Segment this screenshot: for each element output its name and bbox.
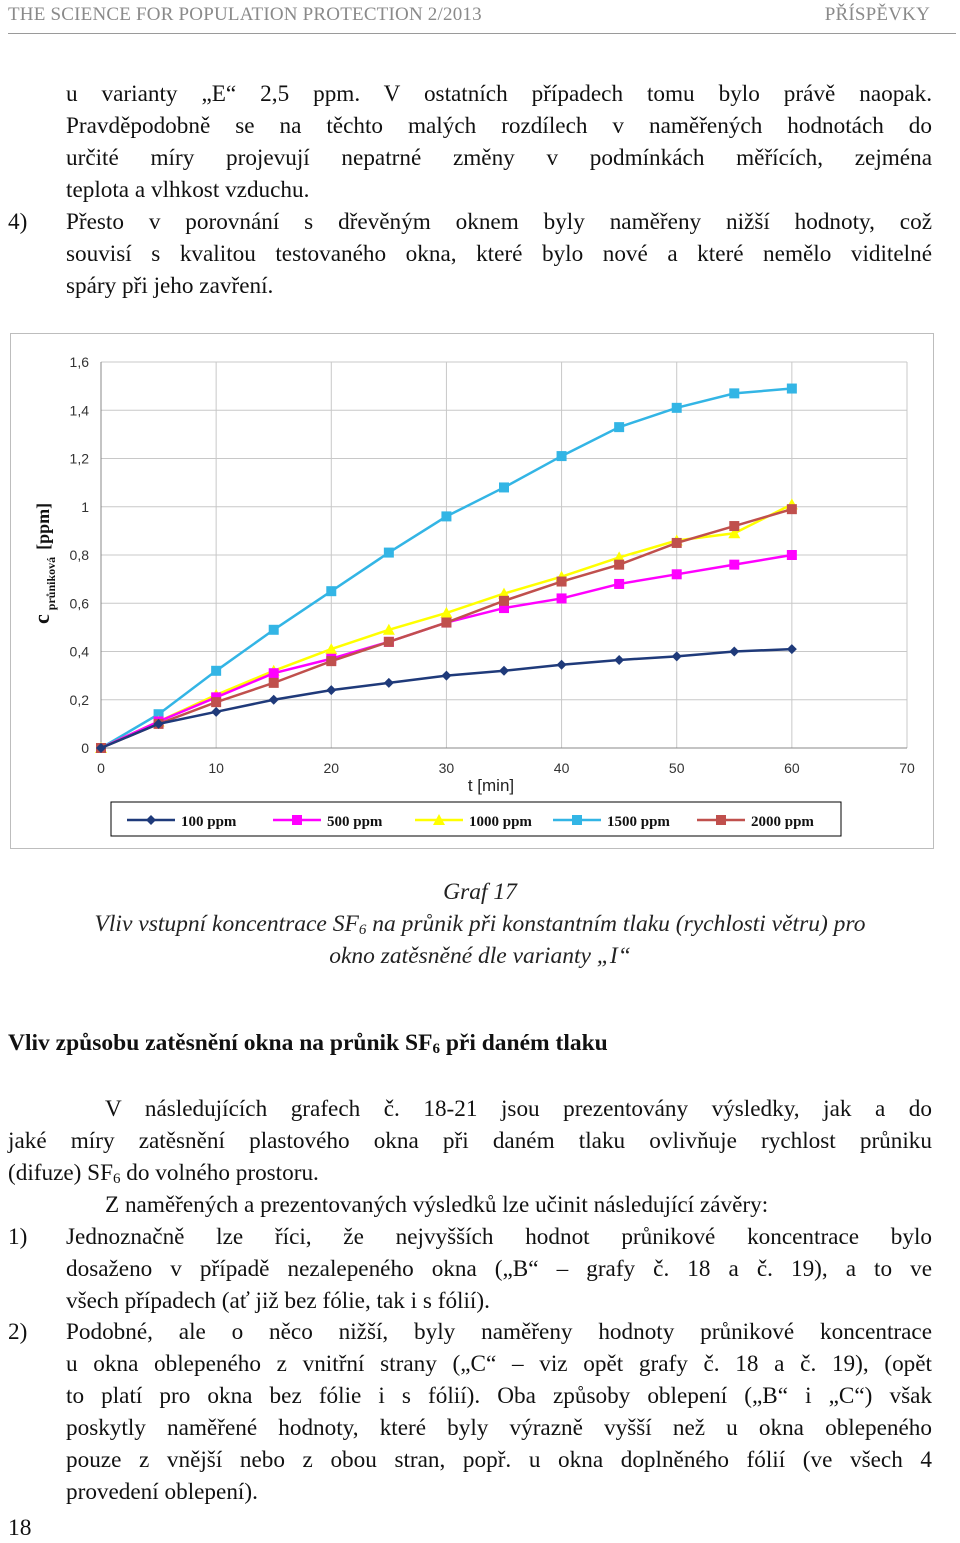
- text-line: u varianty „E“ 2,5 ppm. V ostatních případech tomu bylo právě naopak.: [66, 81, 932, 107]
- body-paragraph-1: [8, 1093, 932, 1221]
- y-tick-label: 0,4: [69, 643, 89, 660]
- data-point-diamond: [211, 707, 221, 717]
- text-line: souvisí s kvalitou testovaného okna, které bylo nové a které nemělo viditelné: [66, 241, 932, 267]
- data-point-square: [614, 422, 624, 432]
- text-line: poskytly naměřené hodnoty, které byly výrazně vyšší než u okna oblepeného: [66, 1415, 932, 1441]
- text-line: Z naměřených a prezentovaných výsledků lze učinit následující závěry:: [105, 1192, 769, 1218]
- data-point-diamond: [729, 647, 739, 657]
- text-line: pouze z vnější nebo z obou stran, popř. u okna doplněného fólií (ve všech 4: [66, 1447, 932, 1473]
- running-header: [8, 4, 930, 30]
- data-point-square: [729, 521, 739, 531]
- data-point-square: [269, 625, 279, 635]
- text-line: všech případech (ať již bez fólie, tak i s fólií).: [66, 1288, 490, 1314]
- section-label: PŘÍSPĚVKY: [824, 4, 930, 25]
- list-number: 1): [8, 1224, 28, 1250]
- list-number: 4): [8, 209, 28, 235]
- figure-caption-line2: okno zatěsněné dle varianty „I“: [329, 943, 631, 969]
- text-line: Pravděpodobně se na těchto malých rozdílech v naměřených hodnotách do: [66, 113, 932, 139]
- data-point-square: [211, 666, 221, 676]
- text-span: do volného prostoru.: [120, 1160, 319, 1186]
- data-point-square: [572, 815, 582, 825]
- legend-label: 500 ppm: [327, 814, 383, 830]
- list-item-1: [66, 1221, 932, 1317]
- data-point-diamond: [557, 660, 567, 670]
- data-point-square: [557, 451, 567, 461]
- data-point-square: [441, 618, 451, 628]
- data-point-square: [326, 586, 336, 596]
- legend-label: 2000 ppm: [751, 814, 814, 830]
- x-axis-label: t [min]: [467, 776, 515, 795]
- data-point-diamond: [614, 655, 624, 665]
- text-subscript: 6: [112, 1171, 121, 1187]
- text-line: jaké míry zatěsnění plastového okna při daném tlaku ovlivňuje rychlost průniku: [8, 1128, 932, 1154]
- text-span: (difuze) SF: [8, 1160, 113, 1186]
- data-point-square: [499, 482, 509, 492]
- x-tick-label: 60: [784, 760, 800, 776]
- y-tick-label: 0,2: [69, 691, 89, 708]
- data-point-square: [292, 815, 302, 825]
- y-axis-label-unit: [ppm]: [33, 502, 53, 550]
- data-point-square: [672, 538, 682, 548]
- y-tick-label: 0,8: [69, 547, 89, 563]
- data-point-square: [384, 637, 394, 647]
- caption-text: Vliv vstupní koncentrace SF: [94, 911, 359, 937]
- data-point-square: [614, 579, 624, 589]
- y-axis-label: [29, 503, 59, 624]
- y-tick-label: 0,6: [69, 595, 89, 612]
- data-point-diamond: [787, 644, 797, 654]
- journal-title: THE SCIENCE FOR POPULATION PROTECTION 2/2013: [8, 4, 482, 25]
- data-point-square: [269, 678, 279, 688]
- list-number: 2): [8, 1319, 28, 1345]
- figure-label: Graf 17: [443, 879, 517, 905]
- data-point-diamond: [499, 666, 509, 676]
- x-tick-label: 20: [323, 760, 340, 776]
- data-point-diamond: [326, 685, 336, 695]
- text-line: dosaženo v případě nezalepeného okna („B“ – grafy č. 18 a č. 19), a to ve: [66, 1256, 932, 1282]
- data-point-square: [729, 388, 739, 398]
- page-number: 18: [8, 1515, 32, 1541]
- data-point-diamond: [384, 678, 394, 688]
- chart-frame: [10, 333, 934, 849]
- section-heading: [8, 1030, 608, 1057]
- data-point-square: [729, 560, 739, 570]
- x-tick-label: 10: [208, 760, 224, 776]
- text-line: Přesto v porovnání s dřevěným oknem byly naměřeny nižší hodnoty, což: [66, 209, 932, 235]
- data-point-diamond: [269, 695, 279, 705]
- text-line: teplota a vlhkost vzduchu.: [66, 177, 310, 203]
- y-tick-label: 1,6: [69, 354, 89, 370]
- text-line: Jednoznačně lze říci, že nejvyšších hodnot průnikové koncentrace bylo: [66, 1224, 932, 1250]
- data-point-square: [269, 668, 279, 678]
- legend-label: 1000 ppm: [469, 814, 532, 830]
- x-tick-label: 0: [97, 760, 105, 776]
- legend-label: 1500 ppm: [607, 814, 670, 830]
- data-point-square: [672, 403, 682, 413]
- data-point-square: [499, 596, 509, 606]
- data-point-square: [672, 569, 682, 579]
- legend-label: 100 ppm: [181, 814, 237, 830]
- y-tick-label: 1,4: [69, 402, 89, 419]
- data-point-square: [211, 697, 221, 707]
- y-tick-label: 0: [81, 740, 89, 756]
- list-item-2: [66, 1316, 932, 1508]
- data-point-square: [716, 815, 726, 825]
- line-chart: [11, 334, 933, 848]
- data-point-square: [557, 593, 567, 603]
- text-line: provedení oblepení).: [66, 1479, 258, 1505]
- text-line: spáry při jeho zavření.: [66, 273, 274, 299]
- text-line: V následujících grafech č. 18-21 jsou prezentovány výsledky, jak a do: [105, 1096, 932, 1122]
- x-tick-label: 50: [668, 760, 685, 776]
- text-line: [8, 1157, 932, 1189]
- data-point-square: [384, 548, 394, 558]
- data-point-square: [787, 550, 797, 560]
- list-item-4: [66, 206, 932, 302]
- data-point-square: [787, 504, 797, 514]
- x-tick-label: 70: [899, 760, 915, 776]
- text-line: Podobné, ale o něco nižší, byly naměřeny hodnoty průnikové koncentrace: [66, 1319, 932, 1345]
- chart-legend: [111, 802, 841, 836]
- caption-subscript: 6: [358, 922, 367, 938]
- y-tick-label: 1: [81, 498, 89, 515]
- caption-text: na průnik při konstantním tlaku (rychlosti větru) pro: [366, 911, 866, 937]
- y-tick-label: 1,2: [69, 450, 89, 467]
- x-tick-labels: [97, 760, 915, 776]
- data-point-square: [614, 560, 624, 570]
- text-line: u okna oblepeného z vnitřní strany („C“ – viz opět grafy č. 18 a č. 19), (opět: [66, 1351, 932, 1377]
- intro-paragraph: [66, 78, 932, 206]
- data-point-square: [441, 511, 451, 521]
- data-point-square: [557, 577, 567, 587]
- data-point-square: [326, 656, 336, 666]
- y-axis-label-main: c: [29, 614, 54, 624]
- figure-caption-line1: [0, 908, 960, 940]
- header-rule: [8, 33, 956, 34]
- data-point-diamond: [672, 651, 682, 661]
- heading-text: při daném tlaku: [439, 1030, 608, 1056]
- data-point-diamond: [441, 671, 451, 681]
- x-tick-label: 40: [553, 760, 570, 776]
- x-tick-label: 30: [438, 760, 455, 776]
- data-point-square: [787, 384, 797, 394]
- heading-text: Vliv způsobu zatěsnění okna na průnik SF: [8, 1030, 433, 1056]
- text-line: určité míry projevují nepatrné změny v podmínkách měřících, zejména: [66, 145, 932, 171]
- y-axis-label-sub: průniková: [44, 556, 58, 611]
- y-tick-labels: [70, 354, 90, 756]
- heading-subscript: 6: [432, 1041, 440, 1057]
- text-line: to platí pro okna bez fólie i s fólií). Oba způsoby oblepení („B“ i „C“) však: [66, 1383, 932, 1409]
